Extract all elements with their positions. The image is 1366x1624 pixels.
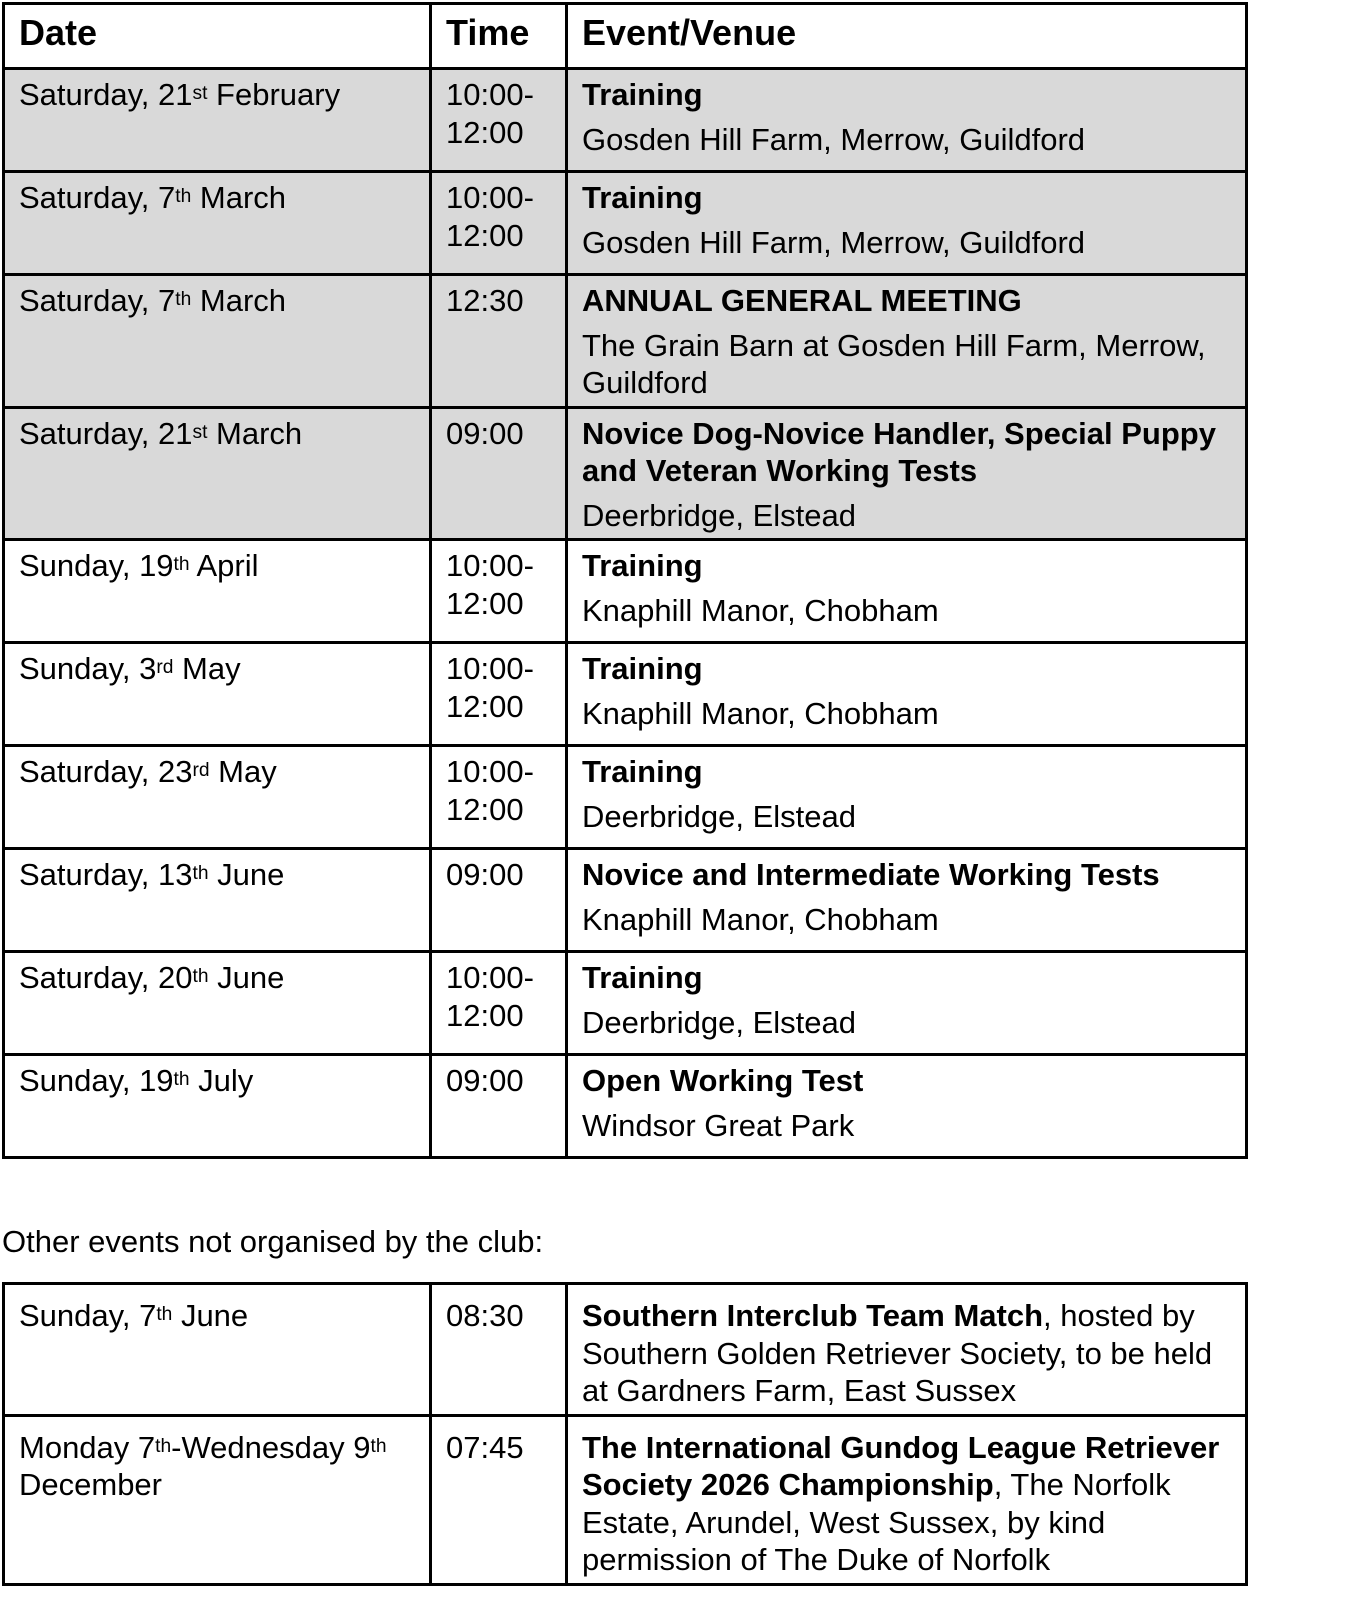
event-date-cell (4, 1055, 431, 1158)
event-time-cell (431, 540, 567, 643)
event-venue-cell (567, 407, 1247, 540)
event-date-month: May (209, 754, 277, 789)
table-row (4, 172, 1247, 275)
event-venue: Deerbridge, Elstead (582, 1004, 856, 1040)
event-time: 10:00- 12:00 (446, 960, 534, 1033)
event-title: Open Working Test (582, 1063, 864, 1098)
event-time-cell (431, 69, 567, 172)
other-event-time: 07:45 (446, 1429, 524, 1465)
table-row (4, 849, 1247, 952)
events-schedule-table (2, 2, 1248, 1159)
event-date-cell (4, 952, 431, 1055)
event-date-ordinal: th (173, 1069, 190, 1090)
other-event-time-cell (431, 1284, 567, 1416)
other-event-date-start: Sunday, 7 (19, 1298, 157, 1333)
event-date-day: Sunday, 3 (19, 651, 157, 686)
event-time: 09:00 (446, 857, 524, 892)
table-row (4, 746, 1247, 849)
event-venue-cell (567, 1055, 1247, 1158)
event-time-cell (431, 849, 567, 952)
event-date-ordinal: rd (192, 760, 210, 781)
other-event-date-start: Monday 7 (19, 1429, 156, 1465)
event-venue-cell (567, 746, 1247, 849)
event-date-ordinal: th (192, 863, 209, 884)
event-date-cell (4, 849, 431, 952)
other-event-description-cell (567, 1415, 1247, 1584)
event-date-month: July (189, 1063, 254, 1098)
event-time-cell (431, 746, 567, 849)
event-date-day: Saturday, 21 (19, 77, 193, 112)
event-title: Novice Dog-Novice Handler, Special Puppy and Veteran Working Tests (582, 415, 1216, 488)
event-date-ordinal: th (175, 289, 192, 310)
event-time-cell (431, 1055, 567, 1158)
event-venue-cell (567, 172, 1247, 275)
table-row (4, 952, 1247, 1055)
other-event-title: Southern Interclub Team Match (582, 1298, 1044, 1333)
event-title: Training (582, 960, 703, 995)
event-time-cell (431, 952, 567, 1055)
event-venue-cell (567, 849, 1247, 952)
event-date-day: Sunday, 19 (19, 1063, 174, 1098)
table-row (4, 69, 1247, 172)
other-event-date-middle: June (172, 1298, 249, 1333)
time-column-header: Time (431, 4, 567, 69)
event-date-ordinal: th (175, 186, 192, 207)
event-venue-column-header: Event/Venue (567, 4, 1247, 69)
table-row (4, 540, 1247, 643)
event-date-ordinal: th (192, 966, 209, 987)
event-date-cell (4, 540, 431, 643)
event-time: 10:00- 12:00 (446, 77, 534, 150)
event-venue: The Grain Barn at Gosden Hill Farm, Merrow, Guildford (582, 327, 1206, 400)
event-date-cell (4, 69, 431, 172)
event-venue: Deerbridge, Elstead (582, 497, 856, 533)
event-date-cell (4, 643, 431, 746)
event-date-cell (4, 746, 431, 849)
event-time: 09:00 (446, 1063, 524, 1098)
date-column-header: Date (4, 4, 431, 69)
other-event-date-month: December (19, 1467, 162, 1502)
event-title: Novice and Intermediate Working Tests (582, 857, 1160, 892)
event-date-day: Saturday, 13 (19, 857, 193, 892)
event-date-ordinal: th (173, 554, 190, 575)
table-row (4, 407, 1247, 540)
event-time-cell (431, 275, 567, 408)
event-time: 10:00- 12:00 (446, 651, 534, 724)
event-date-ordinal: st (192, 421, 208, 443)
event-title: Training (582, 651, 703, 686)
other-event-date-middle: -Wednesday 9 (171, 1429, 371, 1465)
event-date-month: April (189, 548, 259, 583)
other-event-time: 08:30 (446, 1298, 524, 1333)
other-events-table (2, 1282, 1248, 1586)
other-event-description-cell (567, 1284, 1247, 1416)
event-date-month: June (208, 960, 285, 995)
event-title: Training (582, 754, 703, 789)
event-time: 10:00- 12:00 (446, 180, 534, 253)
table-row (4, 643, 1247, 746)
table-row (4, 1284, 1247, 1416)
event-time-cell (431, 407, 567, 540)
event-time: 09:00 (446, 415, 524, 451)
event-venue: Deerbridge, Elstead (582, 798, 856, 834)
event-venue-cell (567, 69, 1247, 172)
event-date-ordinal: st (192, 83, 208, 104)
table-row (4, 1415, 1247, 1584)
event-date-month: March (191, 283, 287, 318)
event-time: 10:00- 12:00 (446, 754, 534, 827)
event-venue: Windsor Great Park (582, 1107, 855, 1143)
other-event-time-cell (431, 1415, 567, 1584)
other-event-date-ordinal: th (370, 1435, 387, 1457)
event-title: ANNUAL GENERAL MEETING (582, 283, 1022, 318)
event-venue: Knaphill Manor, Chobham (582, 901, 939, 937)
event-date-day: Sunday, 19 (19, 548, 174, 583)
other-event-details: , hosted by Southern Golden Retriever Society, to be held at Gardners Farm, East Sussex (582, 1298, 1213, 1408)
other-event-date-cell (4, 1415, 431, 1584)
event-venue-cell (567, 643, 1247, 746)
other-events-heading: Other events not organised by the club: (2, 1224, 544, 1259)
table-row (4, 275, 1247, 408)
event-time: 10:00- 12:00 (446, 548, 534, 621)
table-header-row (4, 4, 1247, 69)
event-date-month: May (173, 651, 241, 686)
event-date-day: Saturday, 21 (19, 415, 193, 451)
event-date-day: Saturday, 7 (19, 283, 176, 318)
event-title: Training (582, 548, 703, 583)
event-date-day: Saturday, 7 (19, 180, 176, 215)
event-title: Training (582, 180, 703, 215)
event-venue: Knaphill Manor, Chobham (582, 592, 939, 628)
event-date-month: February (207, 77, 341, 112)
event-date-cell (4, 407, 431, 540)
other-event-date-ordinal: th (156, 1304, 173, 1325)
event-date-month: June (208, 857, 285, 892)
event-time-cell (431, 172, 567, 275)
event-venue-cell (567, 952, 1247, 1055)
event-venue: Gosden Hill Farm, Merrow, Guildford (582, 121, 1086, 157)
event-time: 12:30 (446, 283, 524, 318)
event-venue-cell (567, 540, 1247, 643)
event-title: Training (582, 77, 703, 112)
event-venue: Knaphill Manor, Chobham (582, 695, 939, 731)
event-date-month: March (191, 180, 287, 215)
event-venue-cell (567, 275, 1247, 408)
table-row (4, 1055, 1247, 1158)
event-rows (4, 69, 1247, 1158)
event-date-month: March (207, 415, 303, 451)
event-venue: Gosden Hill Farm, Merrow, Guildford (582, 224, 1086, 260)
event-date-cell (4, 172, 431, 275)
event-date-day: Saturday, 23 (19, 754, 193, 789)
other-event-date-cell (4, 1284, 431, 1416)
other-event-title: The International Gundog League Retriever Society 2026 Championship (582, 1429, 1220, 1502)
other-event-date-ordinal: th (155, 1435, 172, 1457)
event-date-ordinal: rd (156, 657, 174, 678)
event-date-cell (4, 275, 431, 408)
event-time-cell (431, 643, 567, 746)
other-event-details: , The Norfolk Estate, Arundel, West Sussex, by kind permission of The Duke of Norfolk (582, 1467, 1171, 1577)
other-event-rows (4, 1284, 1247, 1585)
event-date-day: Saturday, 20 (19, 960, 193, 995)
